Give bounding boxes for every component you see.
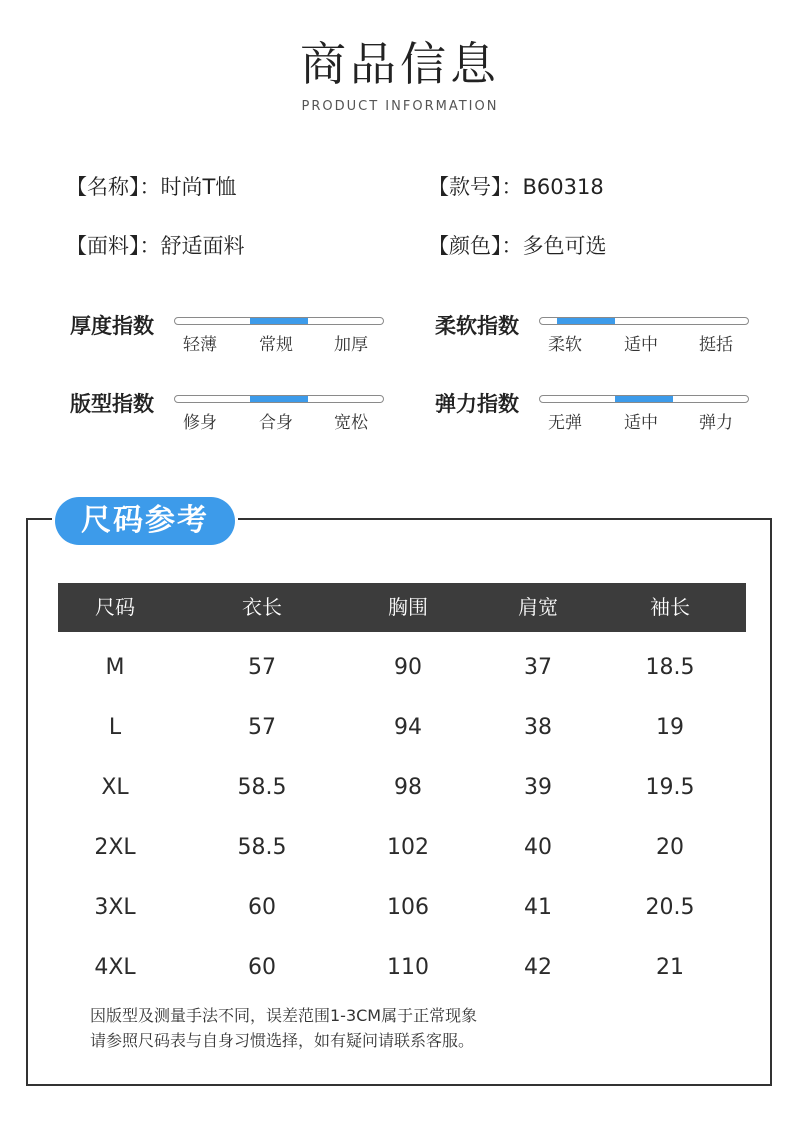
softness-index-fill — [557, 318, 615, 324]
info-fabric-label: 【面料】： — [66, 234, 161, 258]
cell-length: 60 — [248, 955, 276, 980]
table-row — [58, 698, 746, 758]
cell-sleeve: 18.5 — [645, 655, 695, 680]
table-row — [58, 938, 746, 998]
info-style-number-label: 【款号】： — [428, 175, 523, 199]
thickness-level-thick: 加厚 — [334, 335, 368, 355]
cell-shoulder: 38 — [524, 715, 552, 740]
softness-level-soft: 柔软 — [548, 335, 582, 355]
cell-sleeve: 19 — [656, 715, 684, 740]
cell-length: 57 — [248, 715, 276, 740]
fit-level-regular: 合身 — [259, 413, 293, 433]
cell-sleeve: 19.5 — [645, 775, 695, 800]
cell-sleeve: 20 — [656, 835, 684, 860]
column-header-shoulder: 肩宽 — [518, 595, 558, 619]
fit-level-loose: 宽松 — [334, 413, 368, 433]
cell-shoulder: 42 — [524, 955, 552, 980]
page-title: 商品信息 — [300, 37, 500, 91]
cell-chest: 94 — [394, 715, 422, 740]
elasticity-level-medium: 适中 — [624, 413, 658, 433]
cell-size: XL — [101, 775, 129, 800]
info-color-label: 【颜色】： — [428, 234, 523, 258]
cell-size: 3XL — [94, 895, 136, 920]
elasticity-index-label: 弹力指数 — [435, 392, 519, 416]
fit-index-fill — [250, 396, 308, 402]
cell-chest: 90 — [394, 655, 422, 680]
elasticity-index-fill — [615, 396, 673, 402]
cell-size: L — [108, 715, 122, 740]
cell-chest: 106 — [387, 895, 429, 920]
cell-length: 58.5 — [237, 835, 287, 860]
info-color-value: 多色可选 — [522, 234, 607, 258]
cell-shoulder: 41 — [524, 895, 552, 920]
size-note-1: 因版型及测量手法不同，误差范围1-3CM属于正常现象 — [90, 1006, 478, 1025]
thickness-index-bar — [174, 317, 384, 325]
elasticity-index-bar — [539, 395, 749, 403]
fit-index — [70, 390, 390, 450]
softness-level-stiff: 挺括 — [699, 335, 733, 355]
cell-size: 2XL — [94, 835, 136, 860]
cell-length: 57 — [248, 655, 276, 680]
table-row — [58, 758, 746, 818]
softness-level-medium: 适中 — [624, 335, 658, 355]
info-name-label: 【名称】： — [66, 175, 161, 199]
table-row — [58, 638, 746, 698]
info-color — [428, 232, 607, 260]
info-name-value: 时尚T恤 — [160, 175, 237, 199]
cell-chest: 102 — [387, 835, 429, 860]
cell-sleeve: 21 — [656, 955, 684, 980]
column-header-sleeve: 袖长 — [650, 595, 690, 619]
column-header-size: 尺码 — [95, 595, 135, 619]
fit-level-slim: 修身 — [183, 413, 217, 433]
softness-index-label: 柔软指数 — [435, 314, 519, 338]
cell-shoulder: 40 — [524, 835, 552, 860]
column-header-length: 衣长 — [242, 595, 282, 619]
thickness-level-regular: 常规 — [259, 335, 293, 355]
thickness-index — [70, 312, 390, 372]
thickness-index-fill — [250, 318, 308, 324]
column-header-chest: 胸围 — [388, 595, 428, 619]
fit-index-bar — [174, 395, 384, 403]
info-fabric-value: 舒适面料 — [160, 234, 245, 258]
page-subtitle: PRODUCT INFORMATION — [301, 99, 499, 114]
cell-size: M — [105, 655, 125, 680]
cell-chest: 98 — [394, 775, 422, 800]
table-row — [58, 878, 746, 938]
size-chart-badge: 尺码参考 — [55, 497, 235, 545]
elasticity-level-stretch: 弹力 — [699, 413, 733, 433]
size-note-2: 请参照尺码表与自身习惯选择，如有疑问请联系客服。 — [90, 1031, 475, 1050]
softness-index — [435, 312, 755, 372]
info-style-number — [428, 173, 604, 201]
cell-shoulder: 37 — [524, 655, 552, 680]
cell-sleeve: 20.5 — [645, 895, 695, 920]
thickness-level-thin: 轻薄 — [183, 335, 217, 355]
info-style-number-value: B60318 — [522, 175, 604, 199]
cell-length: 60 — [248, 895, 276, 920]
elasticity-index — [435, 390, 755, 450]
fit-index-label: 版型指数 — [70, 392, 154, 416]
softness-index-bar — [539, 317, 749, 325]
elasticity-level-none: 无弹 — [548, 413, 582, 433]
cell-shoulder: 39 — [524, 775, 552, 800]
cell-size: 4XL — [94, 955, 136, 980]
cell-length: 58.5 — [237, 775, 287, 800]
info-fabric — [66, 232, 245, 260]
cell-chest: 110 — [387, 955, 429, 980]
info-name — [66, 173, 236, 201]
thickness-index-label: 厚度指数 — [70, 314, 154, 338]
size-table-header — [58, 583, 746, 632]
table-row — [58, 818, 746, 878]
